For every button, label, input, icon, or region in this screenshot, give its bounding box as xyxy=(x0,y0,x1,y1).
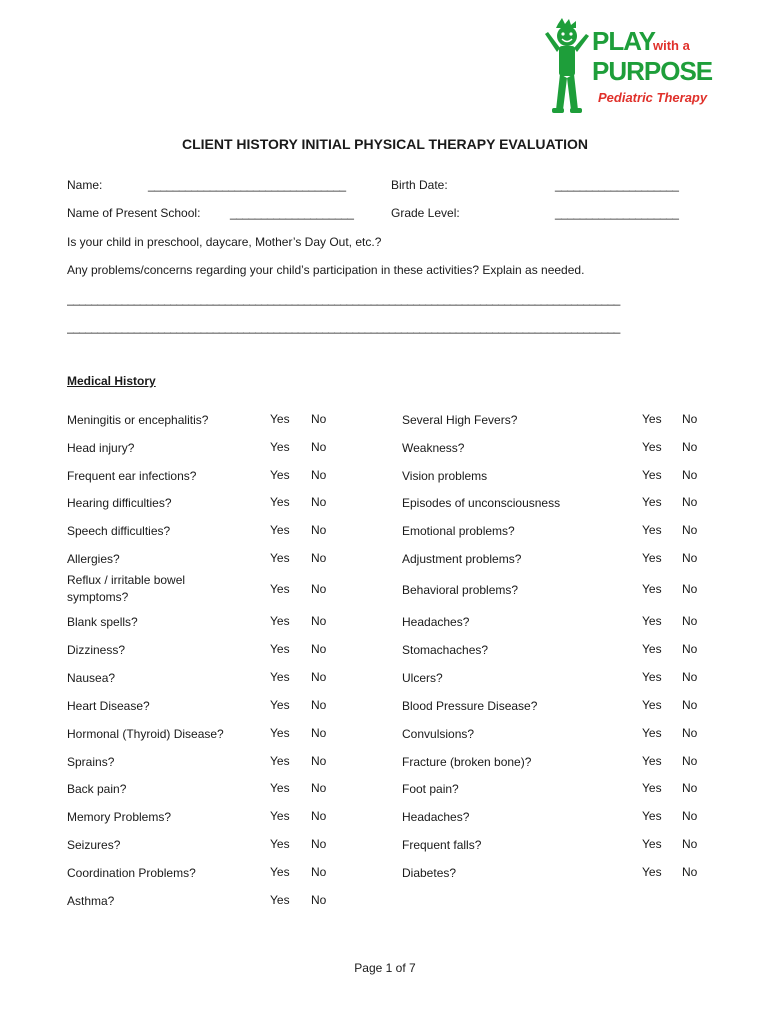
left-yes-option[interactable]: Yes xyxy=(270,614,290,628)
right-condition-label: Emotional problems? xyxy=(402,524,515,538)
medical-history-heading: Medical History xyxy=(67,374,156,388)
left-no-option[interactable]: No xyxy=(311,642,327,656)
right-no-option[interactable]: No xyxy=(682,754,698,768)
logo-tagline: Pediatric Therapy xyxy=(598,90,708,105)
logo-purpose: PURPOSE xyxy=(592,56,713,86)
answer-line-1[interactable]: ___________________________________________________________________________________________ xyxy=(67,292,620,306)
grade-level-field[interactable]: ____________________ xyxy=(555,206,679,220)
right-yes-option[interactable]: Yes xyxy=(642,551,662,565)
right-yes-option[interactable]: Yes xyxy=(642,670,662,684)
right-no-option[interactable]: No xyxy=(682,412,698,426)
right-no-option[interactable]: No xyxy=(682,698,698,712)
right-no-option[interactable]: No xyxy=(682,837,698,851)
right-no-option[interactable]: No xyxy=(682,582,698,596)
right-condition-label: Episodes of unconsciousness xyxy=(402,496,561,510)
problems-question: Any problems/concerns regarding your child’s participation in these activities? Explain as needed. xyxy=(67,263,585,277)
left-condition-label: Nausea? xyxy=(67,671,116,685)
left-condition-label: Back pain? xyxy=(67,782,127,796)
play-with-a-purpose-logo xyxy=(540,18,713,116)
left-yes-option[interactable]: Yes xyxy=(270,440,290,454)
left-condition-label: Blank spells? xyxy=(67,615,138,629)
left-no-option[interactable]: No xyxy=(311,614,327,628)
left-no-option[interactable]: No xyxy=(311,582,327,596)
right-no-option[interactable]: No xyxy=(682,670,698,684)
name-label: Name: xyxy=(67,178,103,192)
right-condition-label: Stomachaches? xyxy=(402,643,489,657)
right-no-option[interactable]: No xyxy=(682,642,698,656)
right-yes-option[interactable]: Yes xyxy=(642,726,662,740)
right-yes-option[interactable]: Yes xyxy=(642,698,662,712)
left-no-option[interactable]: No xyxy=(311,412,327,426)
name-field[interactable]: ________________________________ xyxy=(148,178,346,192)
left-no-option[interactable]: No xyxy=(311,698,327,712)
left-condition-label: Reflux / irritable bowel symptoms? xyxy=(67,573,186,604)
left-no-option[interactable]: No xyxy=(311,865,327,879)
left-condition-label: Speech difficulties? xyxy=(67,524,171,538)
right-condition-label: Foot pain? xyxy=(402,782,459,796)
left-yes-option[interactable]: Yes xyxy=(270,726,290,740)
left-no-option[interactable]: No xyxy=(311,726,327,740)
left-yes-option[interactable]: Yes xyxy=(270,809,290,823)
right-no-option[interactable]: No xyxy=(682,614,698,628)
left-condition-label: Heart Disease? xyxy=(67,699,150,713)
right-condition-label: Behavioral problems? xyxy=(402,583,519,597)
right-yes-option[interactable]: Yes xyxy=(642,781,662,795)
left-no-option[interactable]: No xyxy=(311,440,327,454)
right-no-option[interactable]: No xyxy=(682,440,698,454)
left-condition-label: Hearing difficulties? xyxy=(67,496,172,510)
page-title: CLIENT HISTORY INITIAL PHYSICAL THERAPY EVALUATION xyxy=(181,136,589,152)
school-label: Name of Present School: xyxy=(67,206,201,220)
right-no-option[interactable]: No xyxy=(682,865,698,879)
left-yes-option[interactable]: Yes xyxy=(270,865,290,879)
right-no-option[interactable]: No xyxy=(682,523,698,537)
left-yes-option[interactable]: Yes xyxy=(270,837,290,851)
left-condition-label: Seizures? xyxy=(67,838,121,852)
birth-date-field[interactable]: ____________________ xyxy=(555,178,679,192)
left-yes-option[interactable]: Yes xyxy=(270,698,290,712)
right-yes-option[interactable]: Yes xyxy=(642,865,662,879)
right-no-option[interactable]: No xyxy=(682,726,698,740)
right-yes-option[interactable]: Yes xyxy=(642,412,662,426)
right-yes-option[interactable]: Yes xyxy=(642,495,662,509)
birth-date-label: Birth Date: xyxy=(391,178,448,192)
left-no-option[interactable]: No xyxy=(311,809,327,823)
right-condition-label: Frequent falls? xyxy=(402,838,482,852)
logo-play: PLAY xyxy=(592,26,655,56)
left-yes-option[interactable]: Yes xyxy=(270,893,290,907)
right-condition-label: Headaches? xyxy=(402,615,470,629)
right-condition-label: Diabetes? xyxy=(402,866,457,880)
left-condition-label: Frequent ear infections? xyxy=(67,469,197,483)
left-yes-option[interactable]: Yes xyxy=(270,582,290,596)
school-field[interactable]: ____________________ xyxy=(230,206,354,220)
right-yes-option[interactable]: Yes xyxy=(642,523,662,537)
left-yes-option[interactable]: Yes xyxy=(270,495,290,509)
right-no-option[interactable]: No xyxy=(682,781,698,795)
right-condition-label: Ulcers? xyxy=(402,671,443,685)
left-condition-label: Sprains? xyxy=(67,755,115,769)
right-condition-label: Adjustment problems? xyxy=(402,552,522,566)
left-no-option[interactable]: No xyxy=(311,893,327,907)
right-yes-option[interactable]: Yes xyxy=(642,582,662,596)
left-no-option[interactable]: No xyxy=(311,781,327,795)
left-yes-option[interactable]: Yes xyxy=(270,523,290,537)
right-no-option[interactable]: No xyxy=(682,809,698,823)
right-yes-option[interactable]: Yes xyxy=(642,440,662,454)
left-condition-label: Head injury? xyxy=(67,441,135,455)
right-yes-option[interactable]: Yes xyxy=(642,837,662,851)
left-condition-label: Dizziness? xyxy=(67,643,126,657)
left-yes-option[interactable]: Yes xyxy=(270,468,290,482)
preschool-question: Is your child in preschool, daycare, Mother’s Day Out, etc.? xyxy=(67,235,382,249)
right-no-option[interactable]: No xyxy=(682,495,698,509)
left-condition-label: Asthma? xyxy=(67,894,115,908)
right-condition-label: Headaches? xyxy=(402,810,470,824)
left-yes-option[interactable]: Yes xyxy=(270,754,290,768)
right-yes-option[interactable]: Yes xyxy=(642,809,662,823)
right-no-option[interactable]: No xyxy=(682,468,698,482)
answer-line-2[interactable]: ___________________________________________________________________________________________ xyxy=(67,320,620,334)
right-yes-option[interactable]: Yes xyxy=(642,754,662,768)
left-condition-label: Allergies? xyxy=(67,552,120,566)
left-yes-option[interactable]: Yes xyxy=(270,412,290,426)
left-condition-label: Coordination Problems? xyxy=(67,866,196,880)
right-condition-label: Vision problems xyxy=(402,469,488,483)
right-yes-option[interactable]: Yes xyxy=(642,468,662,482)
left-no-option[interactable]: No xyxy=(311,495,327,509)
left-no-option[interactable]: No xyxy=(311,754,327,768)
left-condition-label: Hormonal (Thyroid) Disease? xyxy=(67,727,224,741)
right-no-option[interactable]: No xyxy=(682,551,698,565)
left-yes-option[interactable]: Yes xyxy=(270,642,290,656)
left-yes-option[interactable]: Yes xyxy=(270,781,290,795)
left-no-option[interactable]: No xyxy=(311,523,327,537)
left-no-option[interactable]: No xyxy=(311,468,327,482)
page-number: Page 1 of 7 xyxy=(354,961,416,975)
left-no-option[interactable]: No xyxy=(311,837,327,851)
left-no-option[interactable]: No xyxy=(311,670,327,684)
grade-level-label: Grade Level: xyxy=(391,206,460,220)
right-yes-option[interactable]: Yes xyxy=(642,642,662,656)
left-condition-label: Meningitis or encephalitis? xyxy=(67,413,209,427)
right-condition-label: Several High Fevers? xyxy=(402,413,518,427)
left-yes-option[interactable]: Yes xyxy=(270,551,290,565)
left-no-option[interactable]: No xyxy=(311,551,327,565)
right-condition-label: Blood Pressure Disease? xyxy=(402,699,538,713)
right-condition-label: Weakness? xyxy=(402,441,465,455)
right-condition-label: Convulsions? xyxy=(402,727,475,741)
left-yes-option[interactable]: Yes xyxy=(270,670,290,684)
logo-with-a: with a xyxy=(653,38,690,53)
right-yes-option[interactable]: Yes xyxy=(642,614,662,628)
left-condition-label: Memory Problems? xyxy=(67,810,172,824)
right-condition-label: Fracture (broken bone)? xyxy=(402,755,532,769)
